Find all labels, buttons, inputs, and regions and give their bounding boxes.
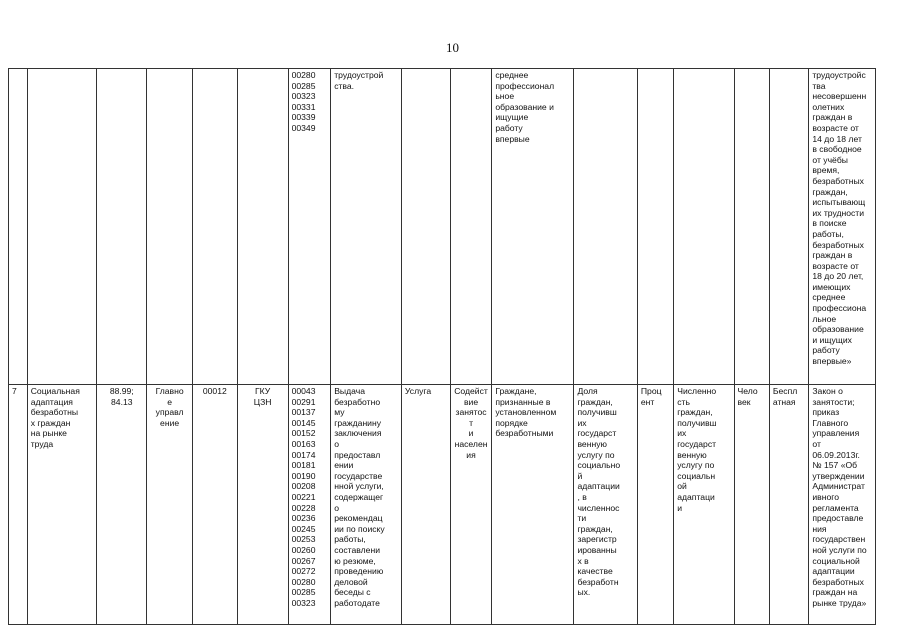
service-code-cell bbox=[192, 69, 237, 385]
payment-cell bbox=[769, 69, 809, 385]
category-cell: Содейст вие занятост и населен ия bbox=[450, 385, 492, 625]
content-cell: Выдача безработно му гражданину заключения о предоставл ении государстве нной услуги, содержащег о рекомендац ии по поиску работы, составлени ю резюме, проведению деловой беседы с работодате bbox=[331, 385, 402, 625]
department-cell bbox=[147, 69, 193, 385]
kind-cell: Услуга bbox=[401, 385, 450, 625]
category-cell bbox=[450, 69, 492, 385]
service-name-cell: Социальная адаптация безработны х граждан на рынке труда bbox=[27, 385, 97, 625]
unit2-cell: Чело век bbox=[734, 385, 769, 625]
page-number: 10 bbox=[446, 40, 459, 55]
row-number-cell bbox=[9, 69, 28, 385]
unit-cell bbox=[637, 69, 673, 385]
row-number-cell: 7 bbox=[9, 385, 28, 625]
payment-cell: Беспл атная bbox=[769, 385, 809, 625]
provider-cell bbox=[237, 69, 288, 385]
consumers-cell: среднее профессионал ьное образование и ищущие работу впервые bbox=[492, 69, 574, 385]
consumers-cell: Граждане, признанные в установленном порядке безработными bbox=[492, 385, 574, 625]
department-cell: Главно е управл ение bbox=[147, 385, 193, 625]
provider-cell: ГКУ ЦЗН bbox=[237, 385, 288, 625]
services-registry-table bbox=[8, 68, 876, 625]
table-row bbox=[9, 385, 876, 625]
kind-cell bbox=[401, 69, 450, 385]
okved-cell bbox=[97, 69, 147, 385]
indicator2-cell bbox=[674, 69, 734, 385]
unit-cell: Проц ент bbox=[637, 385, 673, 625]
legal-basis-cell: трудоустройс тва несовершенн олетних граждан в возрасте от 14 до 18 лет в свободное от учёбы время, безработных граждан, испытывающ их трудности в поиске работы, безработных граждан в возрасте от 18 до 20 лет, имеющих среднее профессиона льное образование и ищущих работу впервые» bbox=[809, 69, 876, 385]
service-code-cell: 00012 bbox=[192, 385, 237, 625]
indicator-cell: Доля граждан, получивш их государст венную услугу по социально й адаптации , в численнос ти граждан, зарегистр ированны х в качестве безработн ых. bbox=[574, 385, 637, 625]
indicator-cell bbox=[574, 69, 637, 385]
codes-cell: 00280 00285 00323 00331 00339 00349 bbox=[288, 69, 331, 385]
codes-cell: 00043 00291 00137 00145 00152 00163 00174 00181 00190 00208 00221 00228 00236 00245 00253 00260 00267 00272 00280 00285 00323 bbox=[288, 385, 331, 625]
indicator2-cell: Численно сть граждан, получивш их государст венную услугу по социальн ой адаптаци и bbox=[674, 385, 734, 625]
legal-basis-cell: Закон о занятости; приказ Главного управления от 06.09.2013г. № 157 «Об утверждении Администрат ивного регламента предоставле ния государствен ной услуги по социальной адаптации безработных граждан на рынке труда» bbox=[809, 385, 876, 625]
unit2-cell bbox=[734, 69, 769, 385]
okved-cell: 88.99; 84.13 bbox=[97, 385, 147, 625]
content-cell: трудоустрой ства. bbox=[331, 69, 402, 385]
table-row bbox=[9, 69, 876, 385]
service-name-cell bbox=[27, 69, 97, 385]
